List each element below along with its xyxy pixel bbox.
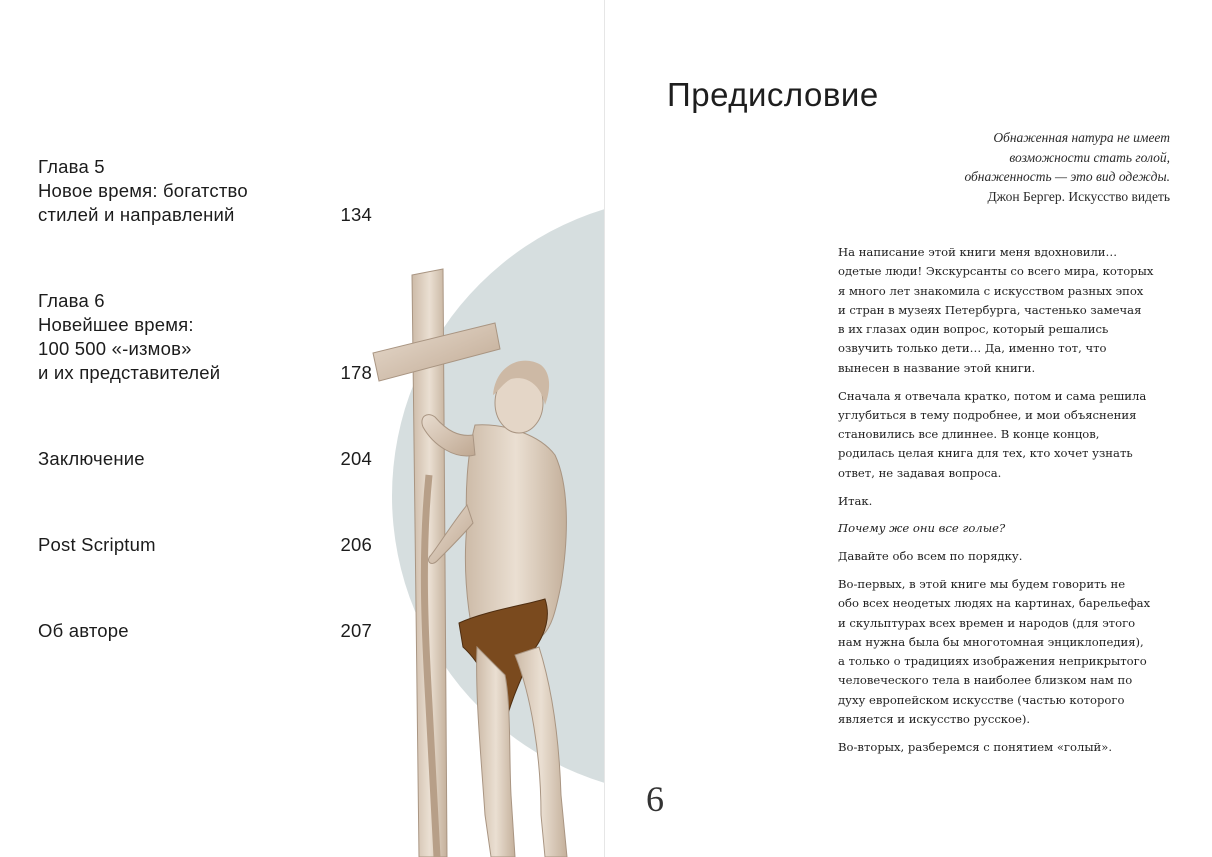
body-text xyxy=(838,243,1178,766)
toc-page-number: 206 xyxy=(340,534,372,555)
text-line: обо всех неодетых людях на картинах, барельефах xyxy=(838,596,1151,611)
epigraph-source: Джон Бергер. Искусство видеть xyxy=(987,188,1170,204)
text-line: углубиться в тему подробнее, и мои объяснения xyxy=(838,407,1137,422)
toc-line: Об авторе xyxy=(38,620,129,641)
epigraph-quote-line: возможности стать голой, xyxy=(1009,149,1170,165)
text-line: ответ, не задавая вопроса. xyxy=(838,465,1002,480)
text-line: нам нужна была бы многотомная энциклопедия), xyxy=(838,634,1144,649)
text-line: Давайте обо всем по порядку. xyxy=(838,549,1023,564)
toc-entry-chapter-6[interactable] xyxy=(38,289,372,385)
toc-entry-post-scriptum[interactable] xyxy=(38,533,372,557)
text-line: озвучить только дети… Да, именно тот, что xyxy=(838,341,1107,356)
text-line: является и искусство русское). xyxy=(838,712,1031,727)
toc-page-number: 204 xyxy=(340,448,372,469)
text-line: я много лет знакомила с искусством разных эпох xyxy=(838,283,1144,298)
text-line: На написание этой книги меня вдохновили… xyxy=(838,245,1118,259)
text-line: человеческого тела в наиболее близком нам по xyxy=(838,673,1133,688)
text-line: Почему же они все голые? xyxy=(838,521,1006,536)
toc-entry-about-author[interactable] xyxy=(38,619,372,643)
paragraph xyxy=(838,519,1178,538)
right-page xyxy=(605,0,1212,857)
text-line: вынесен в название этой книги. xyxy=(838,360,1036,375)
paragraph xyxy=(838,492,1178,511)
toc-line: Заключение xyxy=(38,448,145,469)
text-line: Итак. xyxy=(838,493,873,508)
toc-line: Post Scriptum xyxy=(38,534,156,555)
text-line: и скульптурах всех времен и народов (для этого xyxy=(838,615,1136,630)
text-line: духу европейском искусстве (частью которого xyxy=(838,692,1125,707)
page-number: 6 xyxy=(646,779,664,819)
text-line: Сначала я отвечала кратко, потом и сама решила xyxy=(838,388,1147,403)
text-line: становились все длиннее. В конце концов, xyxy=(838,427,1100,442)
toc-line: Глава 5 xyxy=(38,156,105,177)
toc-line: Глава 6 xyxy=(38,290,105,311)
toc-entry-conclusion[interactable] xyxy=(38,447,372,471)
epigraph-quote-line: Обнаженная натура не имеет xyxy=(993,130,1170,145)
text-line: Во-первых, в этой книге мы будем говорить не xyxy=(838,576,1126,591)
text-line: Во-вторых, разберемся с понятием «голый». xyxy=(838,739,1113,754)
toc-line: и их представителей xyxy=(38,362,221,383)
toc-line: стилей и направлений xyxy=(38,204,235,225)
paragraph xyxy=(838,575,1178,729)
text-line: родилась целая книга для тех, кто хочет узнать xyxy=(838,446,1133,461)
text-line: а только о традициях изображения неприкрытого xyxy=(838,654,1147,669)
paragraph xyxy=(838,243,1178,378)
text-line: и стран в музеях Петербурга, частенько замечая xyxy=(838,302,1142,317)
epigraph-quote-line: обнаженность — это вид одежды. xyxy=(964,169,1170,184)
toc-page-number: 178 xyxy=(340,362,372,383)
epigraph xyxy=(850,128,1170,206)
left-page xyxy=(0,0,604,857)
toc-line: Новое время: богатство xyxy=(38,180,248,201)
paragraph xyxy=(838,738,1178,757)
toc-page-number: 207 xyxy=(340,620,372,641)
text-line: одетые люди! Экскурсанты со всего мира, которых xyxy=(838,264,1154,279)
page-title: Предисловие xyxy=(667,76,879,113)
statue-christ-with-cross-image xyxy=(355,255,604,857)
paragraph xyxy=(838,387,1178,483)
toc-page-number: 134 xyxy=(340,204,372,225)
text-line: в их глазах один вопрос, который решались xyxy=(838,322,1109,337)
toc-entry-chapter-5[interactable] xyxy=(38,155,372,227)
toc-line: 100 500 «-измов» xyxy=(38,338,192,359)
toc-line: Новейшее время: xyxy=(38,314,194,335)
paragraph xyxy=(838,547,1178,566)
